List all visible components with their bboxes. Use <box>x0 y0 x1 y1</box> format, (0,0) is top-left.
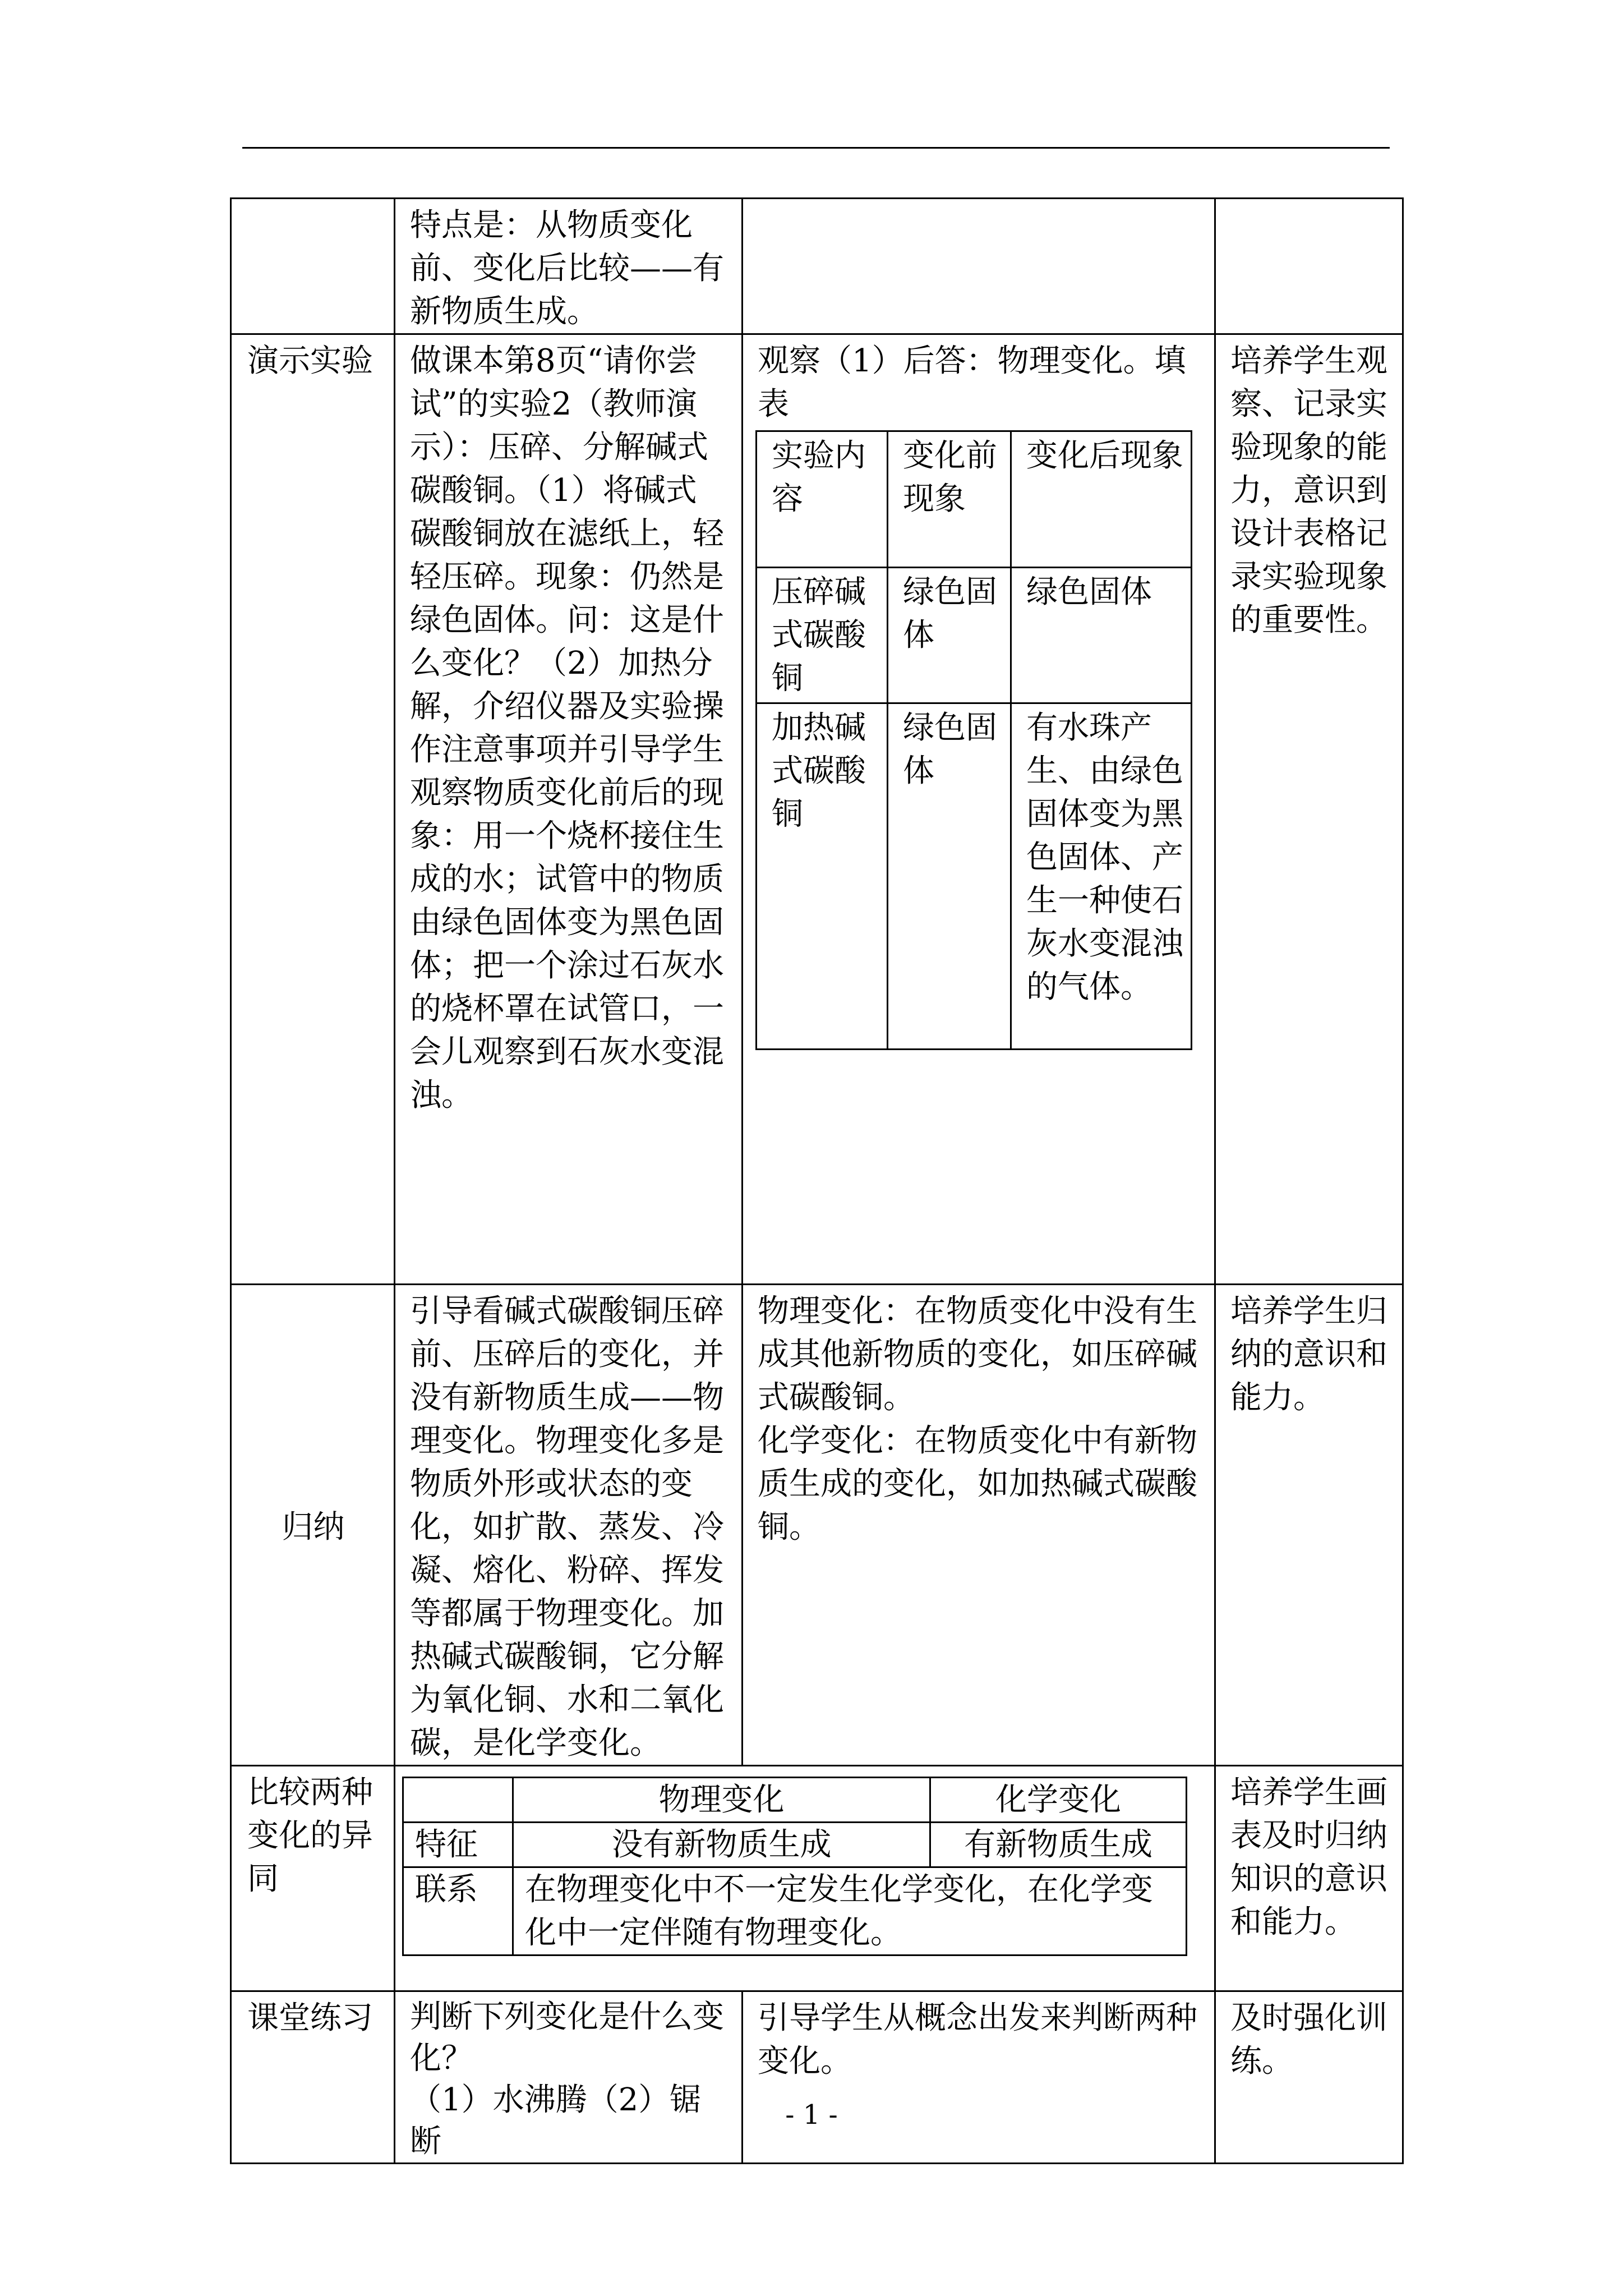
row1-intent: 培养学生观察、记录实验现象的能力，意识到设计表格记录实验现象的重要性。 <box>1215 334 1403 1285</box>
row1-stage: 演示实验 <box>231 334 395 1285</box>
table-row <box>403 1823 1187 1867</box>
page-number: - 1 - <box>785 2099 838 2131</box>
row3-intent: 培养学生画表及时归纳知识的意识和能力。 <box>1215 1766 1403 1991</box>
cell-before: 绿色固体 <box>888 703 1011 1050</box>
row0-stage <box>231 199 395 334</box>
row0-intent <box>1215 199 1403 334</box>
row3-compare-cell <box>395 1766 1215 1991</box>
row4-teacher-activity: 判断下列变化是什么变化？ （1）水沸腾（2）锯断 <box>395 1991 743 2164</box>
compare-corner <box>403 1778 513 1823</box>
row2-stage: 归纳 <box>231 1285 395 1766</box>
row2-student-activity: 物理变化：在物质变化中没有生成其他新物质的变化，如压碎碱式碳酸铜。 化学变化：在物质变化中有新物质生成的变化，如加热碱式碳酸铜。 <box>743 1285 1215 1766</box>
relation-label: 联系 <box>403 1867 513 1955</box>
feature-chemical: 有新物质生成 <box>930 1823 1187 1867</box>
table-row <box>403 1867 1187 1955</box>
cell-experiment: 压碎碱式碳酸铜 <box>757 568 888 703</box>
row0-student-activity <box>743 199 1215 334</box>
table-row <box>231 1991 1403 2164</box>
row1-teacher-activity: 做课本第8页“请你尝试”的实验2（教师演示）：压碎、分解碱式碳酸铜。（1）将碱式碳酸铜放在滤纸上，轻轻压碎。现象：仍然是绿色固体。问：这是什么变化？（2）加热分解，介绍仪器及实验操作注意事项并引导学生观察物质变化前后的现象：用一个烧杯接住生成的水；试管中的物质由绿色固体变为黑色固体；把一个涂过石灰水的烧杯罩在试管口，一会儿观察到石灰水变混浊。 <box>395 334 743 1285</box>
row4-intent: 及时强化训练。 <box>1215 1991 1403 2164</box>
table-row <box>757 431 1192 568</box>
row4-stage: 课堂练习 <box>231 1991 395 2164</box>
cell-experiment: 加热碱式碳酸铜 <box>757 703 888 1050</box>
row1-student-activity <box>743 334 1215 1285</box>
row2-teacher-activity: 引导看碱式碳酸铜压碎前、压碎后的变化，并没有新物质生成——物理变化。物理变化多是物质外形或状态的变化，如扩散、蒸发、冷凝、熔化、粉碎、挥发等都属于物理变化。加热碱式碳酸铜，它分解为氧化铜、水和二氧化碳，是化学变化。 <box>395 1285 743 1766</box>
header-rule <box>242 147 1390 149</box>
lesson-plan-table <box>230 197 1404 2164</box>
fill-table-intro: 观察（1）后答：物理变化。填表 <box>758 343 1186 422</box>
table-row <box>757 568 1192 703</box>
relation-text: 在物理变化中不一定发生化学变化，在化学变化中一定伴随有物理变化。 <box>513 1867 1187 1955</box>
row0-teacher-activity: 特点是：从物质变化前、变化后比较——有新物质生成。 <box>395 199 743 334</box>
table-row <box>231 1285 1403 1766</box>
compare-header-chemical: 化学变化 <box>930 1778 1187 1823</box>
feature-physical: 没有新物质生成 <box>513 1823 930 1867</box>
row2-intent: 培养学生归纳的意识和能力。 <box>1215 1285 1403 1766</box>
table-row <box>231 334 1403 1285</box>
header-experiment: 实验内容 <box>757 431 888 568</box>
table-row <box>231 199 1403 334</box>
compare-header-physical: 物理变化 <box>513 1778 930 1823</box>
row4-student-activity: 引导学生从概念出发来判断两种变化。 <box>743 1991 1215 2164</box>
header-before: 变化前现象 <box>888 431 1011 568</box>
table-row <box>231 1766 1403 1991</box>
experiment-record-table <box>755 430 1192 1050</box>
table-row <box>757 703 1192 1050</box>
compare-table <box>402 1777 1187 1956</box>
header-after: 变化后现象 <box>1011 431 1192 568</box>
cell-after: 有水珠产生、由绿色固体变为黑色固体、产生一种使石灰水变混浊的气体。 <box>1011 703 1192 1050</box>
feature-label: 特征 <box>403 1823 513 1867</box>
cell-after: 绿色固体 <box>1011 568 1192 703</box>
table-row <box>403 1778 1187 1823</box>
cell-before: 绿色固体 <box>888 568 1011 703</box>
row3-stage: 比较两种变化的异同 <box>231 1766 395 1991</box>
